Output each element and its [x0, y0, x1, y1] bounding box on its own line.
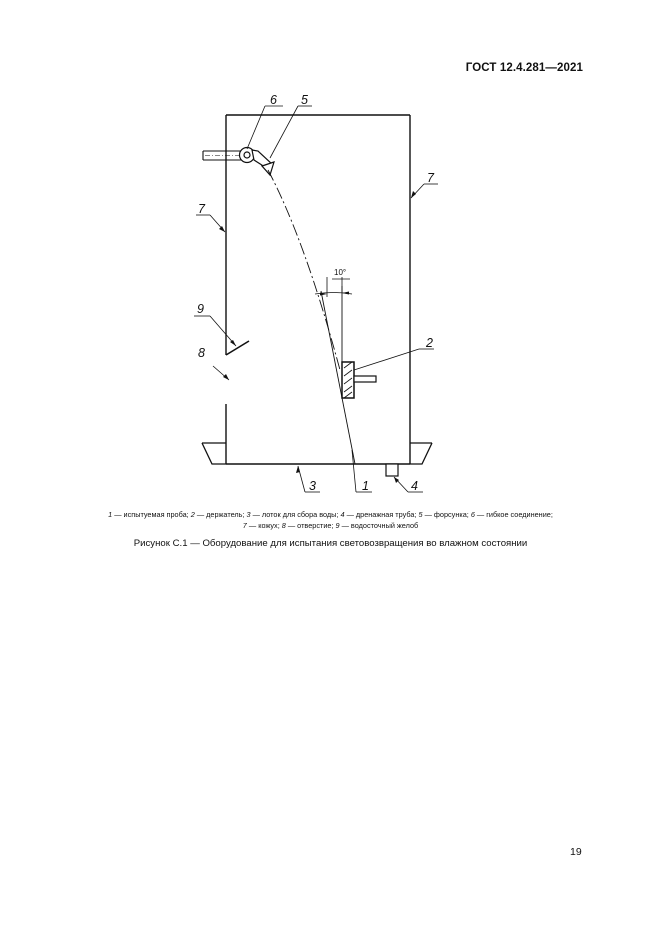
page-number: 19 [570, 846, 582, 858]
legend-item: 7 — кожух; [242, 521, 282, 530]
sample-holder [342, 362, 376, 398]
callout-1: 1 [362, 479, 369, 493]
callout-4: 4 [411, 479, 418, 493]
callout-7-right: 7 [427, 171, 434, 185]
figure-legend [40, 509, 621, 531]
callout-6: 6 [270, 93, 277, 107]
housing [226, 115, 410, 464]
callout-8: 8 [198, 346, 205, 360]
standard-code: ГОСТ 12.4.281—2021 [465, 62, 583, 74]
legend-item: 3 — лоток для сбора воды; [246, 510, 341, 519]
angle-dimension [315, 277, 352, 297]
legend-item: 8 — отверстие; [281, 521, 336, 530]
leader-lines [194, 106, 438, 492]
legend-line-2 [40, 520, 621, 531]
feed-tube [203, 151, 244, 160]
spray-trajectory [268, 170, 340, 370]
legend-item: 6 — гибкое соединение; [470, 510, 553, 519]
callout-5: 5 [301, 93, 308, 107]
legend-item: 1 — испытуемая проба; [108, 510, 191, 519]
legend-item: 2 — держатель; [190, 510, 247, 519]
legend-item: 4 — дренажная труба; [340, 510, 419, 519]
callout-9: 9 [197, 302, 204, 316]
callout-3: 3 [309, 479, 316, 493]
leader-arrowheads [219, 191, 416, 483]
nozzle [252, 150, 274, 175]
figure-caption: Рисунок С.1 — Оборудование для испытания световозвращения во влажном состоянии [133, 538, 528, 549]
angle-label: 10° [334, 268, 347, 277]
gutter [226, 341, 249, 355]
legend-item: 9 — водосточный желоб [335, 521, 419, 530]
callout-7-left: 7 [198, 202, 205, 216]
water-tray [202, 443, 432, 464]
legend-line-1 [40, 509, 621, 520]
callout-2: 2 [426, 336, 433, 350]
drain-pipe [386, 464, 398, 476]
legend-item: 5 — форсунка; [418, 510, 471, 519]
